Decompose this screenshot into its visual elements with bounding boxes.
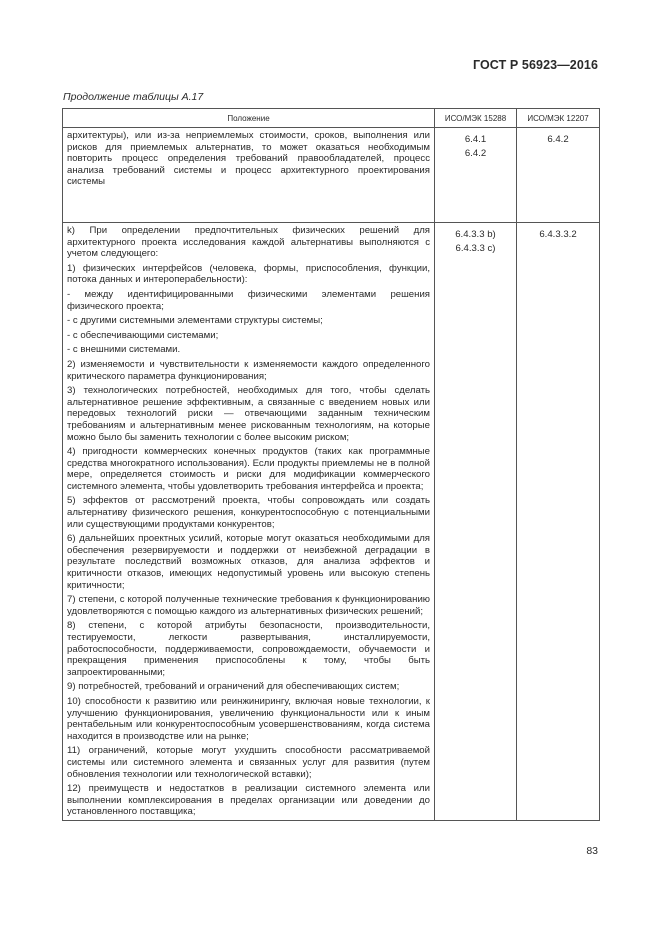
table-row: [63, 223, 600, 821]
reference: 6.4.2: [464, 147, 487, 159]
column-header-iso15288: ИСО/МЭК 15288: [435, 109, 517, 128]
paragraph: 12) преимуществ и недостатков в реализации системного элемента или выполнении комплексирования в пределах организации или доведении до установленного поставщика;: [67, 783, 430, 818]
paragraph: k) При определении предпочтительных физических решений для архитектурного проекта исследования каждой альтернативы выполняются с учетом следующего:: [67, 225, 430, 260]
position-cell: [63, 128, 435, 223]
table-caption: Продолжение таблицы А.17: [63, 91, 204, 103]
position-cell: [63, 223, 435, 821]
paragraph: 11) ограничений, которые могут ухудшить способности рассматриваемой системы или системного элемента и связанных услуг для развития (путем обновления технологии или технологической вставки);: [67, 745, 430, 780]
table-row: [63, 128, 600, 223]
paragraph: 8) степени, с которой атрибуты безопасности, производительности, тестируемости, легкости развертывания, инсталлируемости, работоспособности, поддерживаемости, сопровождаемости, обучаемости и прекращения применения приспособлены к тому, чтобы быть запроектированными;: [67, 620, 430, 678]
reference: 6.4.3.3.2: [539, 229, 577, 240]
page-number: 83: [586, 845, 598, 857]
reference: 6.4.3.3 c): [455, 242, 496, 254]
paragraph: - с внешними системами.: [67, 344, 181, 356]
iso12207-cell: [517, 223, 600, 821]
paragraph: 7) степени, с которой полученные технические требования к функционированию удовлетворяются с помощью каждого из альтернативных физических решений;: [67, 594, 430, 617]
paragraph: архитектуры), или из-за неприемлемых стоимости, сроков, выполнения или рисков для приемлемых альтернатив, то может оказаться необходимым повторить процесс определения требований правообладателей, процесс анализа требований системы и процесс архитектурного проектирования системы: [67, 130, 430, 188]
paragraph: 4) пригодности коммерческих конечных продуктов (таких как программные средства многократного использования). Если продукты приемлемы не в полной мере, определяется стоимость и риски для модификации коммерческого системного элемента, чтобы удовлетворить требования интерфейса и проекта;: [67, 446, 430, 492]
iso12207-cell: [517, 128, 600, 223]
column-header-position: Положение: [63, 109, 435, 128]
paragraph: - с обеспечивающими системами;: [67, 329, 219, 341]
paragraph: - с другими системными элементами структуры системы;: [67, 315, 323, 327]
standard-id: ГОСТ Р 56923—2016: [472, 58, 598, 72]
requirements-table: [62, 108, 600, 821]
paragraph: 6) дальнейших проектных усилий, которые могут оказаться необходимыми для обеспечения резервируемости и поддержки от неизбежной деградации в результате последствий возможных отказов, для анализа эффектов и критичности отказов, имеющих недопустимый уровень или высокую степень критичности;: [67, 533, 430, 591]
reference: 6.4.2: [547, 134, 569, 145]
iso15288-cell: [435, 223, 517, 821]
paragraph: 3) технологических потребностей, необходимых для того, чтобы сделать альтернативное решение эффективным, а связанные с введением новых или передовых технологий риски — отвечающими заданным техническим требованиям и альтернативным менее рискованным технологиям, на которые можно было бы заменить технологии с более высоким риском;: [67, 385, 430, 443]
paragraph: 10) способности к развитию или реинжинирингу, включая новые технологии, к улучшению функционирования, увеличению функциональности или к иным рентабельным или конкурентоспособным усовершенствованиям, когда система находится в производстве или на рынке;: [67, 695, 430, 742]
paragraph: 5) эффектов от рассмотрений проекта, чтобы сопровождать или создать альтернативу физического решения, конкурентоспособную с потенциальными или существующими продуктами конкурентов;: [67, 495, 430, 530]
paragraph: 2) изменяемости и чувствительности к изменяемости каждого определенного критического параметра функционирования;: [67, 358, 430, 382]
paragraph: 9) потребностей, требований и ограничений для обеспечивающих систем;: [67, 681, 400, 693]
column-header-iso12207: ИСО/МЭК 12207: [517, 109, 600, 128]
paragraph: 1) физических интерфейсов (человека, формы, приспособления, функции, потока данных и интероперабельности):: [67, 262, 430, 286]
paragraph: - между идентифицированными физическими элементами решения физического проекта;: [67, 288, 430, 312]
reference: 6.4.1: [464, 134, 487, 145]
reference: 6.4.3.3 b): [455, 229, 496, 240]
table-header-row: [63, 109, 600, 128]
iso15288-cell: [435, 128, 517, 223]
